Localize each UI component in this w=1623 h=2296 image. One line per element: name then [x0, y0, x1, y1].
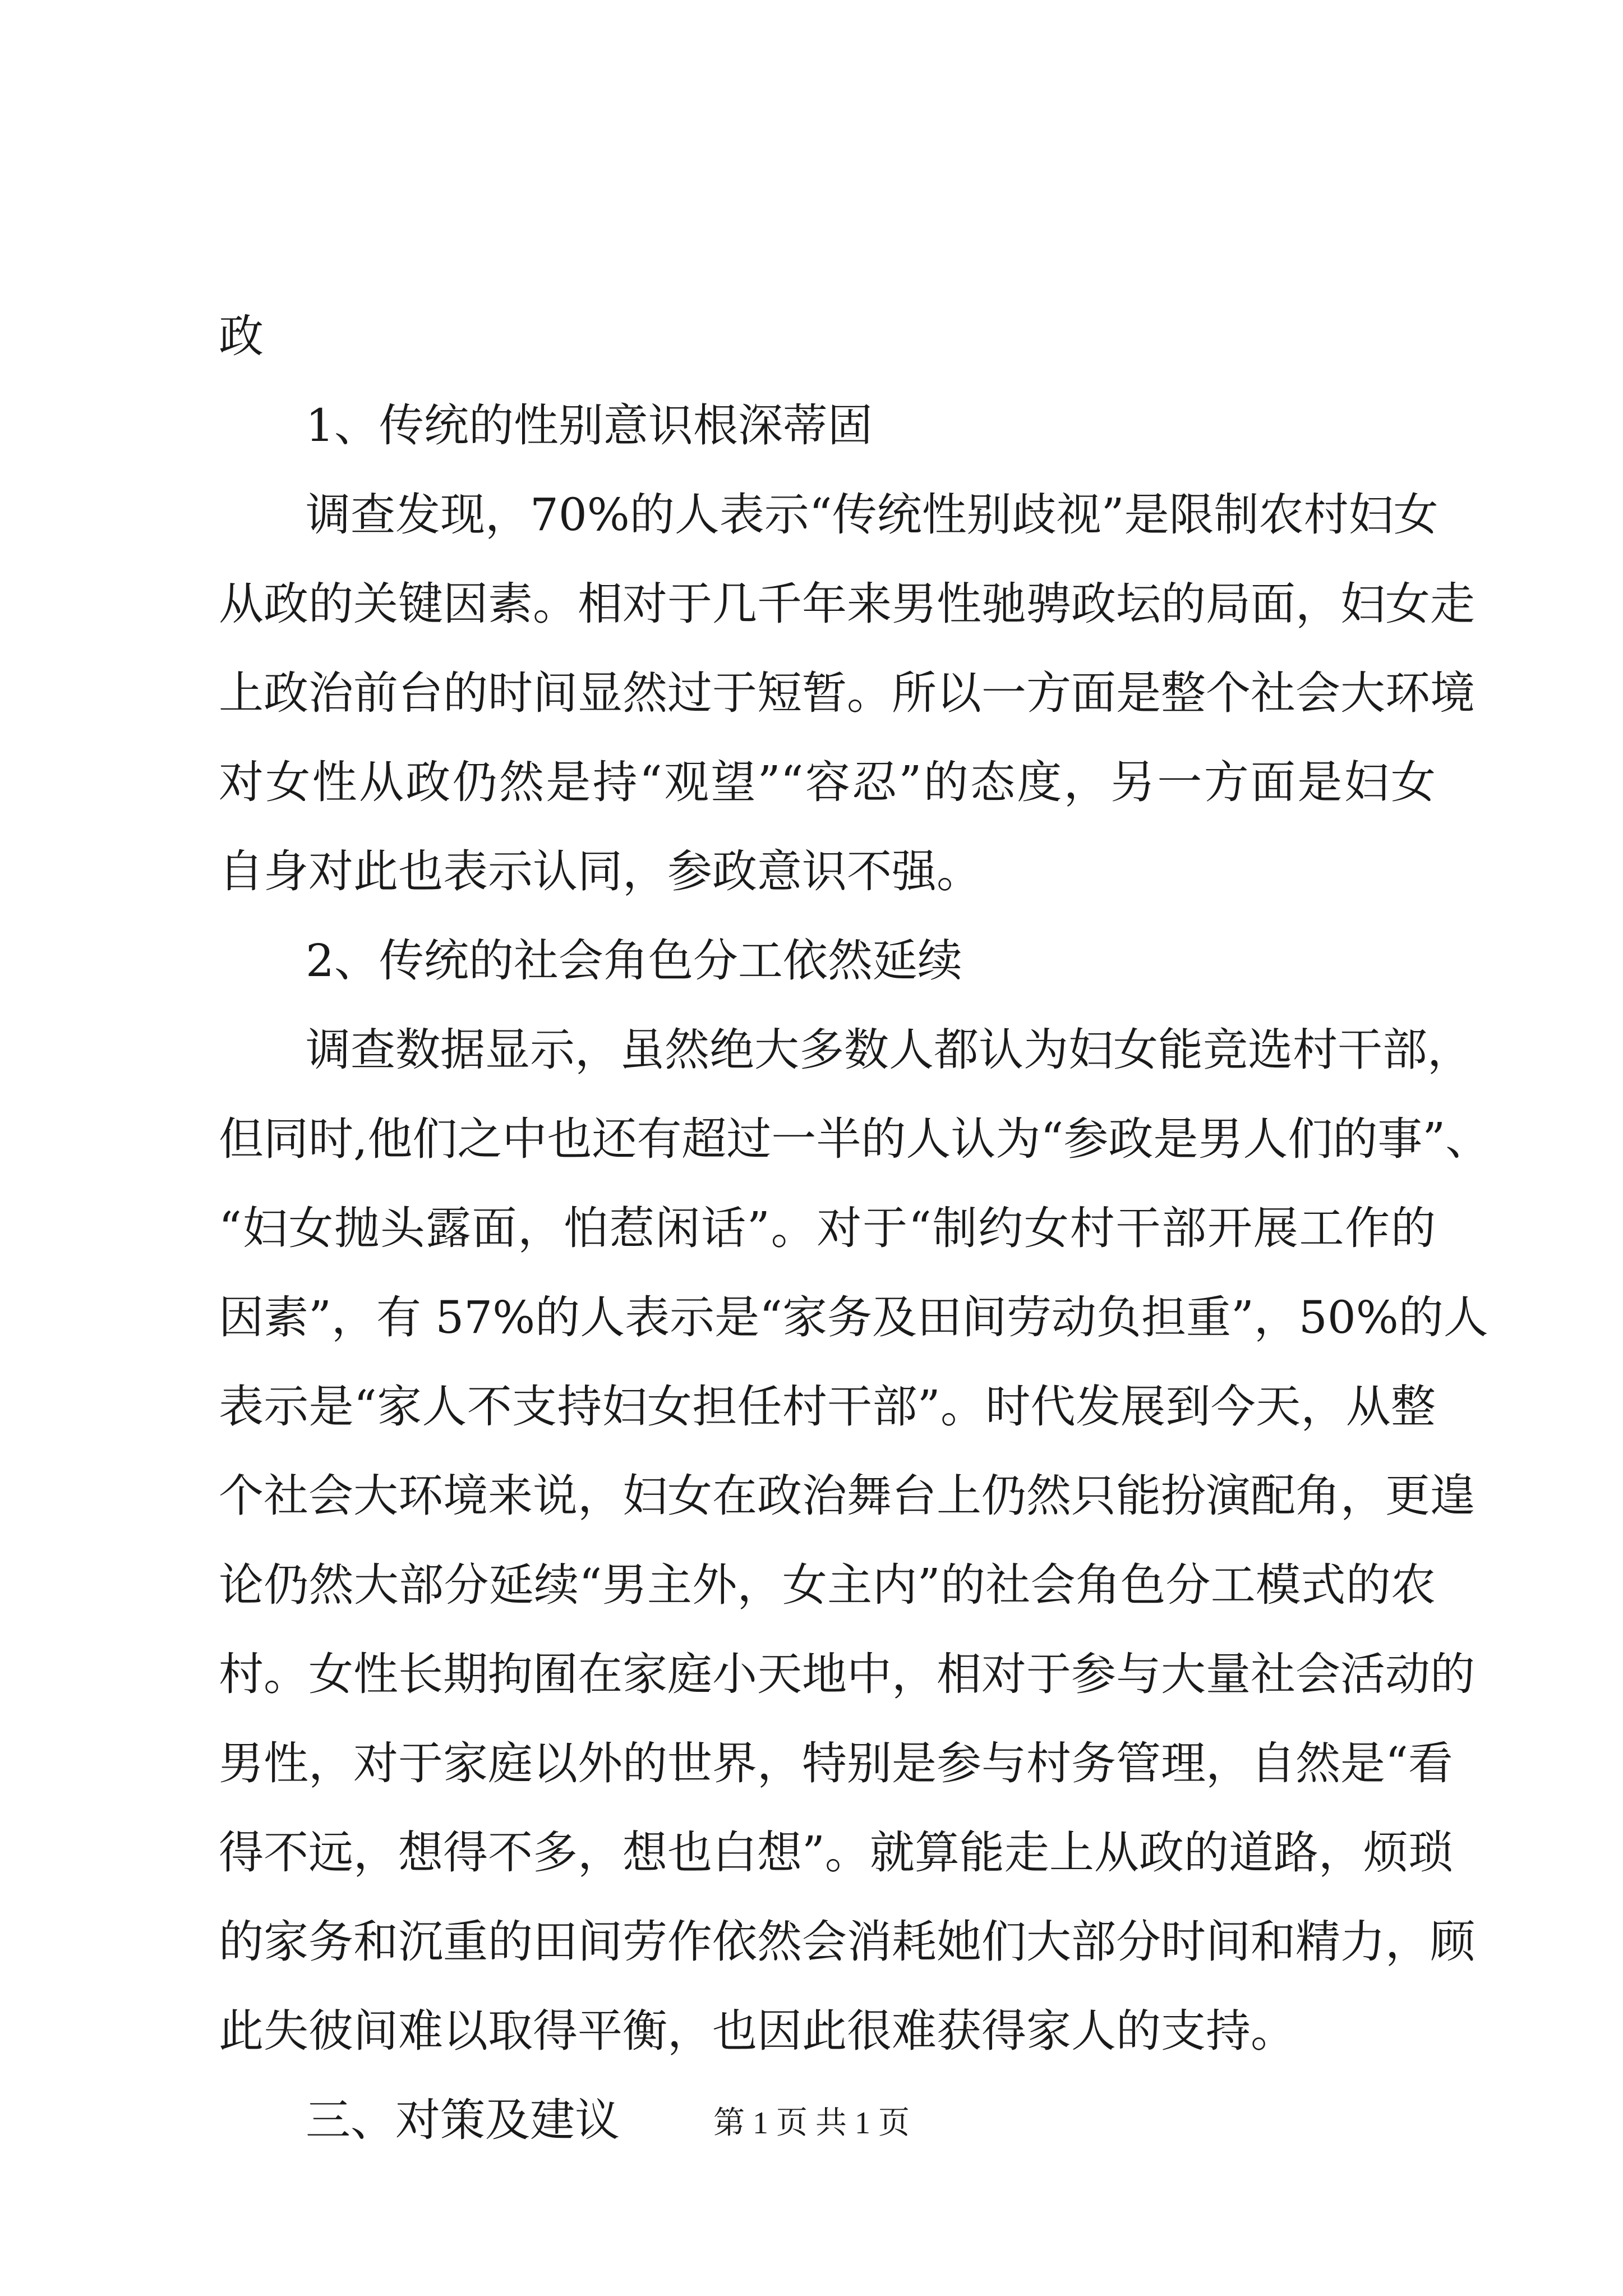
section-heading-2: 2、传统的社会角色分工依然延续	[306, 935, 962, 987]
paragraph-1-line: 对女性从政仍然是持“观望”“容忍”的态度，另一方面是妇女	[219, 756, 1436, 808]
continuation-line: 政	[219, 310, 264, 362]
paragraph-2-line: 论仍然大部分延续“男主外，女主内”的社会角色分工模式的农	[219, 1559, 1436, 1611]
paragraph-2-line: 的家务和沉重的田间劳作依然会消耗她们大部分时间和精力，顾	[219, 1916, 1475, 1968]
paragraph-2-line: 调查数据显示，虽然绝大多数人都认为妇女能竞选村干部，	[306, 1024, 1472, 1076]
page-footer: 第 1 页 共 1 页	[713, 2106, 910, 2141]
section-heading-3: 三、对策及建议	[306, 2094, 620, 2146]
paragraph-2-line: 表示是“家人不支持妇女担任村干部”。时代发展到今天，从整	[219, 1381, 1436, 1433]
paragraph-1-line: 上政治前台的时间显然过于短暂。所以一方面是整个社会大环境	[219, 667, 1475, 719]
paragraph-2-line: “妇女抛头露面，怕惹闲话”。对于“制约女村干部开展工作的	[219, 1202, 1436, 1254]
section-heading-1: 1、传统的性别意识根深蒂固	[306, 399, 873, 452]
paragraph-2-line: 村。女性长期拘囿在家庭小天地中，相对于参与大量社会活动的	[219, 1648, 1475, 1700]
paragraph-1-line: 自身对此也表示认同，参政意识不强。	[219, 845, 981, 898]
paragraph-2-line: 因素”，有 57%的人表示是“家务及田间劳动负担重”，50%的人	[219, 1291, 1488, 1343]
paragraph-2-line: 男性，对于家庭以外的世界，特别是参与村务管理，自然是“看	[219, 1737, 1453, 1789]
paragraph-1-line: 从政的关键因素。相对于几千年来男性驰骋政坛的局面，妇女走	[219, 578, 1475, 630]
paragraph-2-line: 个社会大环境来说，妇女在政治舞台上仍然只能扮演配角，更遑	[219, 1470, 1475, 1522]
paragraph-2-line: 得不远，想得不多，想也白想”。就算能走上从政的道路，烦琐	[219, 1826, 1453, 1879]
paragraph-2-line: 此失彼间难以取得平衡，也因此很难获得家人的支持。	[219, 2005, 1295, 2057]
paragraph-2-line: 但同时,他们之中也还有超过一半的人认为“参政是男人们的事”、	[219, 1113, 1491, 1165]
paragraph-1-line: 调查发现，70%的人表示“传统性别歧视”是限制农村妇女	[306, 489, 1438, 541]
